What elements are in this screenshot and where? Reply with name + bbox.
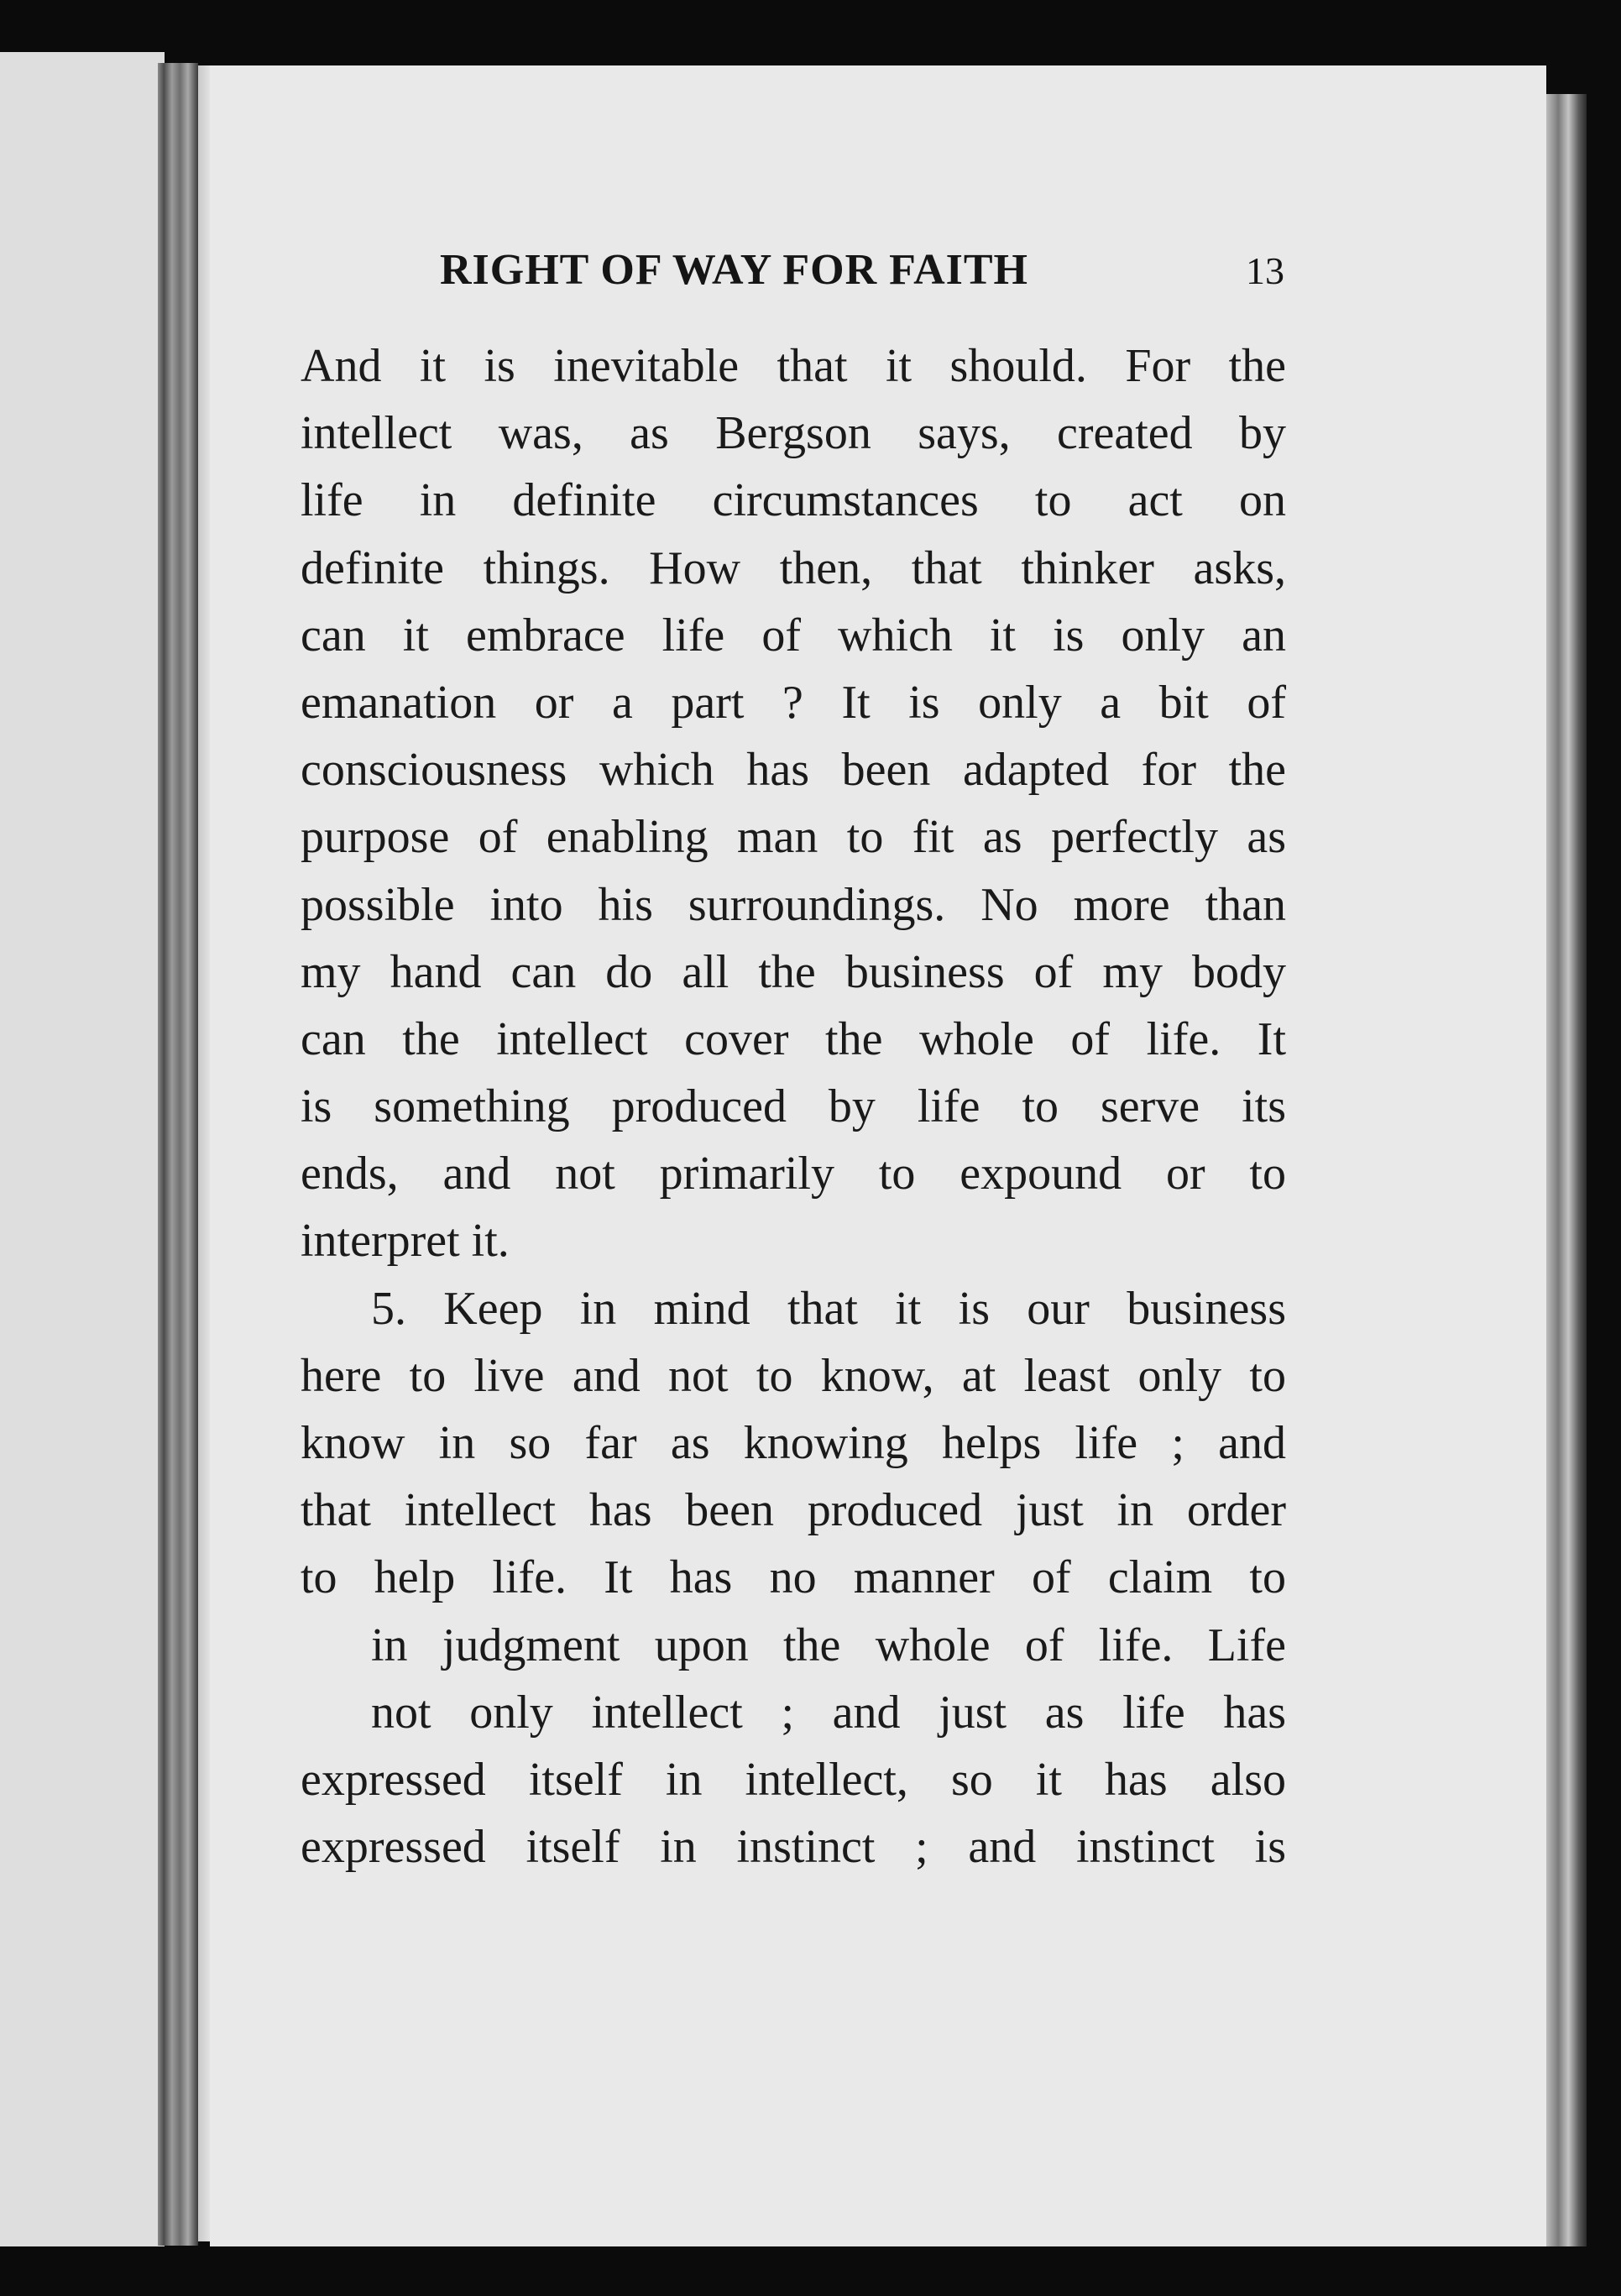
page-number: 13	[1246, 249, 1284, 292]
left-page-remnant	[0, 52, 165, 2254]
text-line: definite things. How then, that thinker asks,	[301, 541, 1286, 594]
text-line: that intellect has been produced just in order	[301, 1484, 1286, 1537]
text-line: ends, and not primarily to expound or to	[301, 1148, 1286, 1200]
text-line: life in definite circumstances to act on	[301, 474, 1286, 527]
running-header	[302, 245, 1284, 304]
text-line: not only intellect ; and just as life has	[371, 1686, 1286, 1739]
text-line: consciousness which has been adapted for the	[301, 744, 1286, 797]
page-gutter-edge	[158, 63, 198, 2246]
text-line: emanation or a part ? It is only a bit of	[301, 676, 1286, 729]
text-line: possible into his surroundings. No more than	[301, 878, 1286, 931]
text-line: And it is inevitable that it should. For the	[301, 340, 1286, 392]
text-line: purpose of enabling man to fit as perfectly as	[301, 811, 1286, 864]
text-line: my hand can do all the business of my body	[301, 945, 1286, 998]
text-line: to help life. It has no manner of claim to	[301, 1551, 1286, 1604]
text-line: expressed itself in intellect, so it has also	[301, 1753, 1286, 1806]
body-text	[301, 332, 1286, 1880]
text-line: here to live and not to know, at least only to	[301, 1349, 1286, 1402]
text-line: know in so far as knowing helps life ; and	[301, 1417, 1286, 1469]
scan-background-bottom	[0, 2246, 1621, 2296]
text-line: is something produced by life to serve its	[301, 1080, 1286, 1133]
text-line: intellect was, as Bergson says, created by	[301, 407, 1286, 460]
paragraph-start-line: 5. Keep in mind that it is our business	[371, 1282, 1286, 1335]
text-line: expressed itself in instinct ; and instinct is	[301, 1821, 1286, 1874]
text-line: interpret it.	[301, 1215, 510, 1268]
text-line: can it embrace life of which it is only an	[301, 609, 1286, 662]
text-line: can the intellect cover the whole of life. It	[301, 1012, 1286, 1065]
running-title: RIGHT OF WAY FOR FAITH	[440, 246, 1028, 294]
page-fore-edge	[1546, 94, 1587, 2255]
text-line: in judgment upon the whole of life. Life	[371, 1619, 1286, 1671]
